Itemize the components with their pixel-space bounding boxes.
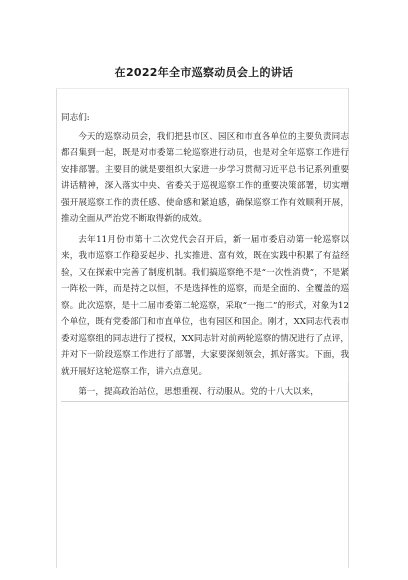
salutation: 同志们:	[61, 113, 90, 123]
paragraph-point-one: 第一，提高政治站位，思想重视、行动服从。党的十八大以来，	[61, 382, 349, 402]
document-title: 在2022年全市巡察动员会上的讲话	[114, 66, 294, 79]
paragraph-background: 去年11月份市第十二次党代会召开后，新一届市委启动第一轮巡察以来，我市巡察工作稳妥起步、扎实推进、富有效，既在实践中积累了有益经验，又在探索中完善了制度机制。我们搞巡察绝不是“一次性消费”，不是紧一阵松一阵，而是持之以恒，不是选择性的巡察，而是全面的、全覆盖的巡察。此次巡察，是十二届市委第二轮巡察，采取“一拖二”的形式，对象为12个单位，既有党委部门和市直单位，也有园区和国企。刚才，XX同志代表市委对巡察组的同志进行了授权，XX同志针对前两轮巡察的情况进行了点评，并对下一阶段巡察工作进行了部署，大家要深刻领会，抓好落实。下面，我就开展好这轮巡察工作，讲六点意见。	[61, 234, 349, 377]
paragraph-opening: 今天的巡察动员会，我们把县市区、园区和市直各单位的主要负责同志都召集到一起，既是对市委第二轮巡察进行动员，也是对全年巡察工作进行安排部署。主要目的就是要组织大家进一步学习贯彻习近平总书记系列重要讲话精神，深入落实中央、省委关于巡视巡察工作的重要决策部署，切实增强开展巡察工作的责任感、使命感和紧迫感，确保巡察工作有效顺利开展，推动全面从严治党不断取得新的成效。	[61, 131, 349, 224]
document-body	[61, 110, 349, 402]
